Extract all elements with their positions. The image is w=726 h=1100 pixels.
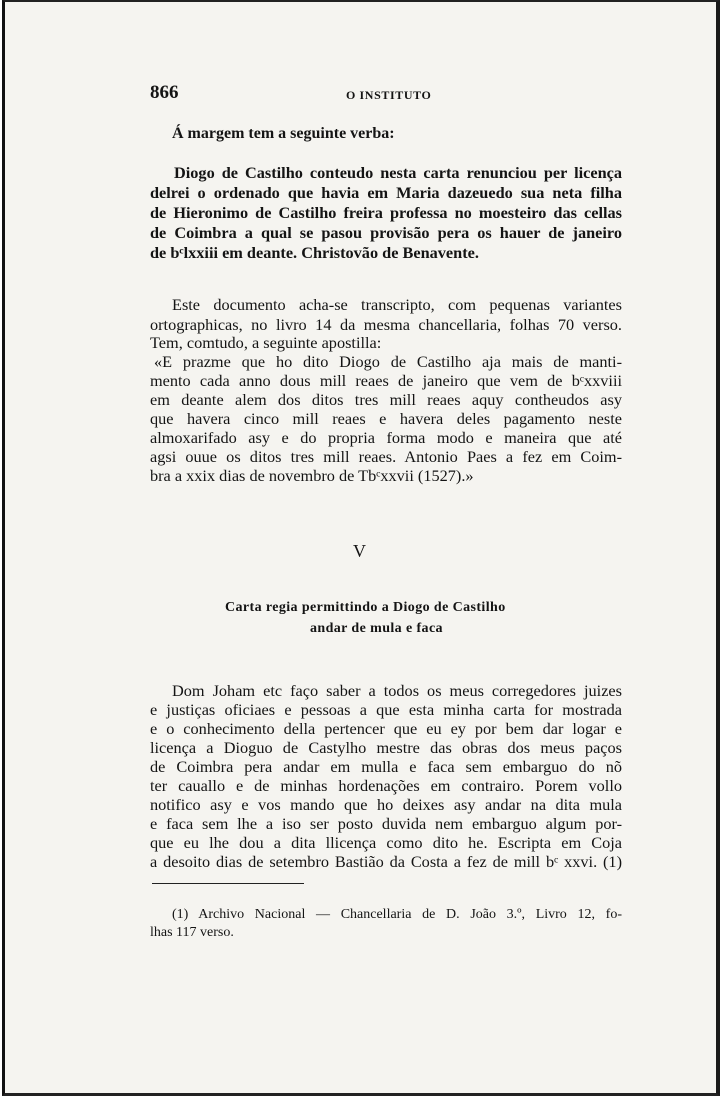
page-number: 866 xyxy=(150,82,179,103)
apostilla-line: mento cada anno dous mill reaes de janeiro que vem de bᶜxxviii xyxy=(150,371,622,390)
document-note-line: ortographicas, no livro 14 da mesma chancellaria, folhas 70 verso. xyxy=(150,315,622,334)
footnote-line-2: lhas 117 verso. xyxy=(150,925,234,940)
document-note-line: Este documento acha-se transcripto, com pequenas variantes xyxy=(172,295,622,314)
document-note-line: Tem, comtudo, a seguinte apostilla: xyxy=(150,333,382,352)
letter-line: que eu lhe dou a dita llicença como dito he. Escripta em Coja xyxy=(150,833,622,852)
margin-note-line: de Coimbra a qual se pasou provisão pera os hauer de janeiro xyxy=(150,223,622,242)
footnote-separator xyxy=(152,883,304,884)
apostilla-line: agsi ouue os ditos tres mill reaes. Antonio Paes a fez em Coim- xyxy=(150,447,622,466)
section-numeral: V xyxy=(353,541,366,561)
letter-line: de Coimbra pera andar em mulla e faca sem embarguo do nõ xyxy=(150,757,622,776)
footnote-line-1: (1) Archivo Nacional — Chancellaria de D. João 3.º, Livro 12, fo- xyxy=(172,907,622,922)
apostilla-line: bra a xxix dias de novembro de Tbᶜxxvii (1527).» xyxy=(150,466,474,485)
margin-note-line: de Hieronimo de Castilho freira professa no moesteiro das cellas xyxy=(150,203,622,222)
letter-line: e faca sem lhe a iso ser posto duvida nem embarguo algum por- xyxy=(150,814,622,833)
letter-line: e o conhecimento della pertencer que eu ey por bem dar logar e xyxy=(150,719,622,738)
letter-line: notifico asy e vos mando que ho deixes asy andar na dita mula xyxy=(150,795,622,814)
letter-line: e justiças oficiaes e pessoas a que esta minha carta for mostrada xyxy=(150,700,622,719)
apostilla-line: que havera cinco mill reaes e havera deles pagamento neste xyxy=(150,409,622,428)
apostilla-line: «E prazme que ho dito Diogo de Castilho aja mais de manti- xyxy=(154,352,622,371)
margin-note-intro: Á margem tem a seguinte verba: xyxy=(172,125,395,142)
apostilla-line: em deante alem dos ditos tres mill reaes aquy contheudos asy xyxy=(150,390,622,409)
letter-line: ter cauallo e de minhas hordenações em contrairo. Porem vollo xyxy=(150,776,622,795)
section-title-line-1: Carta regia permittindo a Diogo de Castilho xyxy=(225,600,506,615)
letter-line: licença a Dioguo de Castylho mestre das obras dos meus paços xyxy=(150,738,622,757)
running-title: O INSTITUTO xyxy=(346,88,432,102)
margin-note-line: Diogo de Castilho conteudo nesta carta renunciou per licença xyxy=(174,163,622,182)
margin-note-line: delrei o ordenado que havia em Maria dazeuedo sua neta filha xyxy=(150,183,622,202)
margin-note-line: de bᶜlxxiii em deante. Christovão de Benavente. xyxy=(150,243,479,262)
letter-line: Dom Joham etc faço saber a todos os meus corregedores juizes xyxy=(172,681,622,700)
apostilla-line: almoxarifado asy e do propria forma modo e maneira que até xyxy=(150,428,622,447)
letter-line: a desoito dias de setembro Bastião da Costa a fez de mill bᶜ xxvi. (1) xyxy=(150,852,622,871)
section-title-line-2: andar de mula e faca xyxy=(310,621,443,636)
